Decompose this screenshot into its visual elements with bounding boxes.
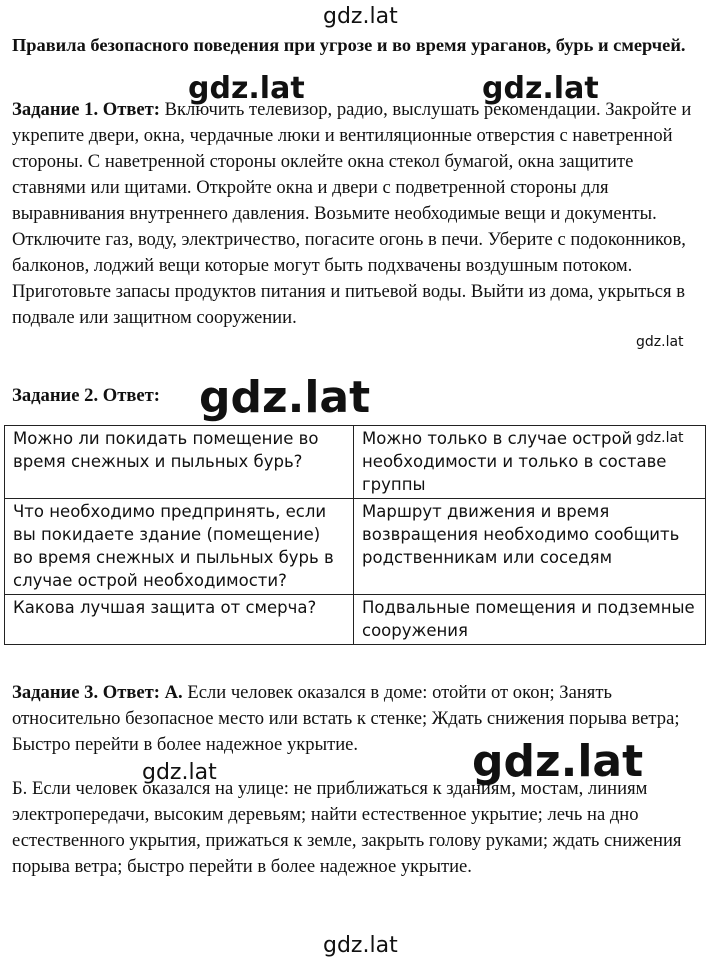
watermark-small-3: gdz.lat: [142, 760, 217, 785]
table-row: [5, 426, 706, 499]
table-answer: Маршрут движения и время возвращения необходимо сообщить родственникам или соседям: [354, 499, 706, 595]
table-question: Можно ли покидать помещение во время снежных и пыльных бурь?: [5, 426, 354, 499]
task2-label: Задание 2. Ответ:: [12, 385, 160, 406]
table-question: Какова лучшая защита от смерча?: [5, 595, 354, 645]
page-title: Правила безопасного поведения при угрозе и во время ураганов, бурь и смерчей.: [12, 35, 686, 55]
qa-table: [4, 425, 706, 645]
table-answer: Можно только в случае острой необходимости и только в составе группы: [354, 426, 706, 499]
task1-answer: [12, 97, 702, 331]
table-question: Что необходимо предпринять, если вы покидаете здание (помещение) во время снежных и пыльных бурь в случае острой необходимости?: [5, 499, 354, 595]
watermark-task2: gdz.lat: [199, 372, 371, 423]
watermark-small-2: gdz.lat: [636, 430, 684, 446]
watermark-bottom: gdz.lat: [323, 933, 398, 958]
task3-text-a: Если человек оказался в доме: отойти от окон; Занять относительно безопасное место или встать к стенке; Ждать снижения порыва ветра; Быстро перейти в более надежное укрытие.: [12, 682, 680, 755]
task3-text-b: Б. Если человек оказался на улице: не приближаться к зданиям, мостам, линиям электропередачи, высоким деревьям; найти естественное укрытие; лечь на дно естественного укрытия, прижаться к земле, закрыть голову руками; ждать снижения порыва ветра; быстро перейти в более надежное укрытие.: [12, 778, 682, 877]
watermark-top: gdz.lat: [323, 4, 398, 29]
task3-answer-b: [12, 776, 702, 880]
watermark-left: gdz.lat: [188, 71, 305, 106]
watermark-task3: gdz.lat: [472, 736, 644, 787]
table-answer: Подвальные помещения и подземные сооружения: [354, 595, 706, 645]
table-row: [5, 595, 706, 645]
watermark-right: gdz.lat: [482, 71, 599, 106]
task3-label: Задание 3. Ответ: А.: [12, 682, 183, 703]
task1-text: Включить телевизор, радио, выслушать рекомендации. Закройте и укрепите двери, окна, чердачные люки и вентиляционные отверстия с наветренной стороны. С наветренной стороны оклейте окна стекол бумагой, окна защитите ставнями или щитами. Откройте окна и двери с подветренной стороны для выравнивания внутреннего давления. Возьмите необходимые вещи и документы. Отключите газ, воду, электричество, погасите огонь в печи. Уберите с подоконников, балконов, лоджий вещи которые могут быть подхвачены воздушным потоком. Приготовьте запасы продуктов питания и питьевой воды. Выйти из дома, укрыться в подвале или защитном сооружении.: [12, 99, 692, 328]
task1-label: Задание 1. Ответ:: [12, 99, 160, 120]
watermark-small-1: gdz.lat: [636, 334, 684, 350]
table-row: [5, 499, 706, 595]
